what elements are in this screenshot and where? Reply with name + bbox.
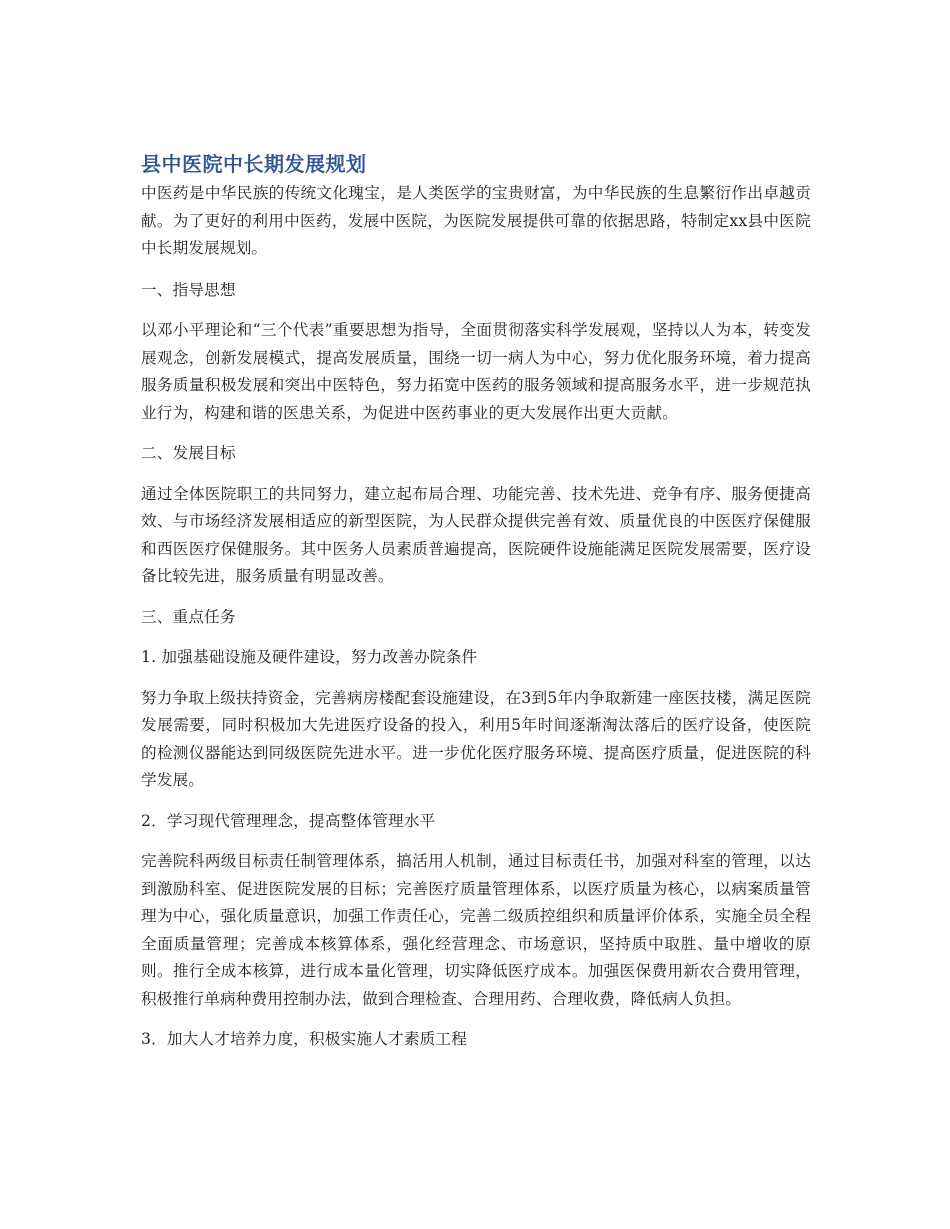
section-body-guiding-thought: 以邓小平理论和“三个代表”重要思想为指导，全面贯彻落实科学发展观，坚持以人为本，转变发展观念，创新发展模式，提高发展质量，围绕一切一病人为中心，努力优化服务环境，着力提高服务质量积极发展和突出中医特色，努力拓宽中医药的服务领域和提高服务水平，进一步规范执业行为，构建和谐的医患关系，为促进中医药事业的更大发展作出更大贡献。 [141, 321, 811, 422]
intro-paragraph: 中医药是中华民族的传统文化瑰宝，是人类医学的宝贵财富，为中华民族的生息繁衍作出卓越贡献。为了更好的利用中医药，发展中医院，为医院发展提供可靠的依据思路，特制定xx县中医院中长期发展规划。 [141, 184, 811, 257]
document-title: 县中医院中长期发展规划 [141, 152, 367, 176]
document-page [141, 150, 811, 1067]
section-heading-key-tasks: 三、重点任务 [141, 607, 236, 626]
section-heading-development-goals: 二、发展目标 [141, 444, 236, 462]
task-body-infrastructure: 努力争取上级扶持资金，完善病房楼配套设施建设，在3到5年内争取新建一座医技楼，满足医院发展需要，同时积极加大先进医疗设备的投入，利用5年时间逐渐淘汰落后的医疗设备，使医院的检测仪器能达到同级医院先进水平。进一步优化医疗服务环境、提高医疗质量，促进医院的科学发展。 [141, 688, 811, 789]
task-body-management: 完善院科两级目标责任制管理体系，搞活用人机制，通过目标责任书，加强对科室的管理，以达到激励科室、促进医院发展的目标；完善医疗质量管理体系，以医疗质量为核心，以病案质量管理为中心，强化质量意识，加强工作责任心，完善二级质控组织和质量评价体系，实施全员全程全面质量管理；完善成本核算体系，强化经营理念、市场意识，坚持质中取胜、量中增收的原则。推行全成本核算，进行成本量化管理，切实降低医疗成本。加强医保费用新农合费用管理，积极推行单病种费用控制办法，做到合理检查、合理用药、合理收费，降低病人负担。 [141, 852, 811, 1008]
task-heading-infrastructure: 1. 加强基础设施及硬件建设，努力改善办院条件 [141, 648, 478, 666]
section-heading-guiding-thought: 一、指导思想 [141, 280, 236, 299]
task-heading-talent: 3．加大人才培养力度，积极实施人才素质工程 [141, 1030, 467, 1048]
task-heading-management: 2．学习现代管理理念，提高整体管理水平 [141, 811, 436, 830]
section-body-development-goals: 通过全体医院职工的共同努力，建立起布局合理、功能完善、技术先进、竞争有序、服务便捷高效、与市场经济发展相适应的新型医院，为人民群众提供完善有效、质量优良的中医医疗保健服和西医医疗保健服务。其中医务人员素质普遍提高，医院硬件设施能满足医院发展需要，医疗设备比较先进，服务质量有明显改善。 [141, 484, 811, 585]
